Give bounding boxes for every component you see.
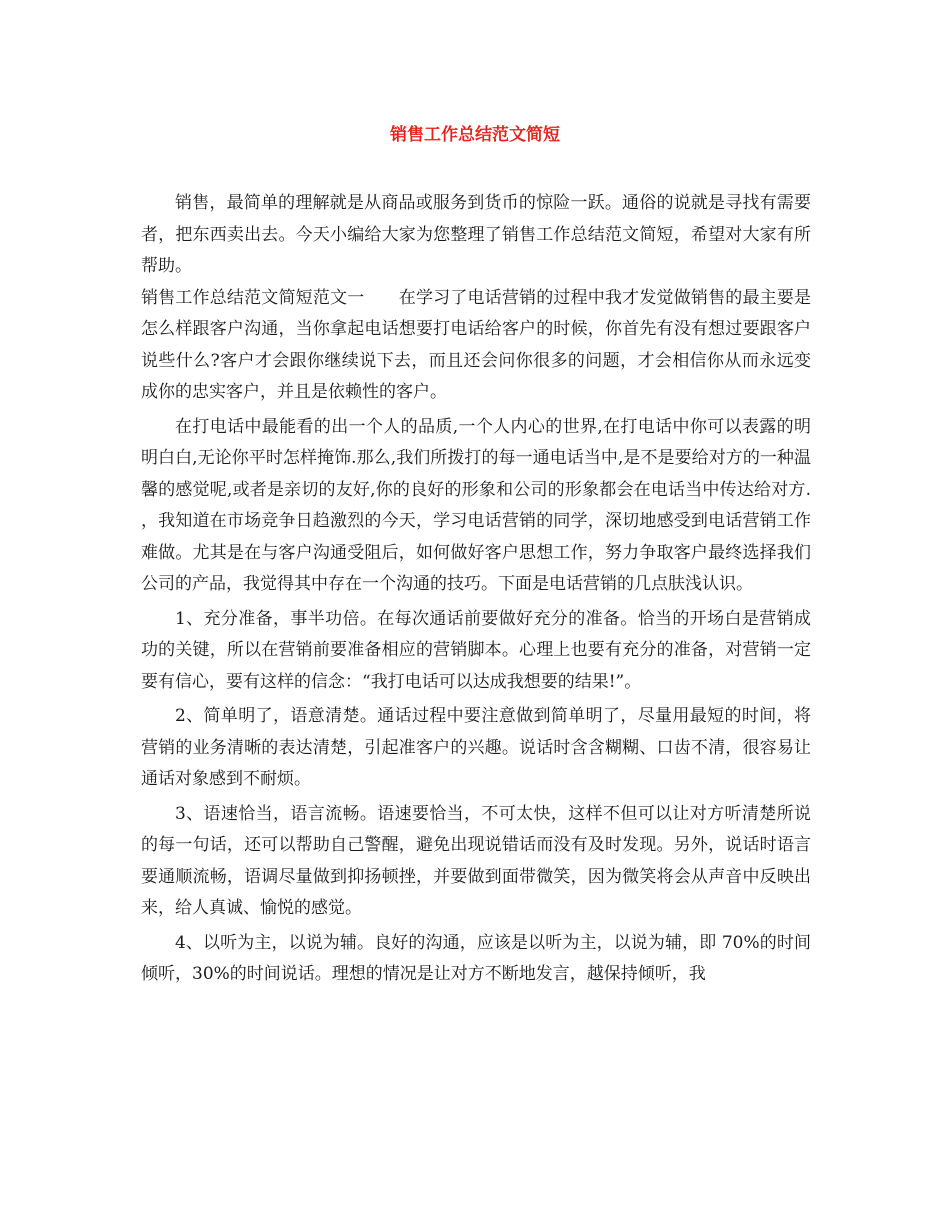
paragraph-point-3: 3、语速恰当，语言流畅。语速要恰当，不可太快，这样不但可以让对方听清楚所说的每一句话，还可以帮助自己警醒，避免出现说错话而没有及时发现。另外，说话时语言要通顺流畅，语调尽量做到抑扬顿挫，并要做到面带微笑，因为微笑将会从声音中反映出来，给人真诚、愉悦的感觉。	[141, 803, 811, 918]
paragraph-phone-quality: 在打电话中最能看的出一个人的品质,一个人内心的世界,在打电话中你可以表露的明明白白,无论你平时怎样掩饰.那么,我们所拨打的每一通电话当中,是不是要给对方的一种温馨的感觉呢,或者是亲切的友好,你的良好的形象和公司的形象都会在电话当中传达给对方. ，我知道在市场竞争日趋激烈的今天，学习电话营销的同学，深切地感受到电话营销工作难做。尤其是在与客户沟通受阻后，如何做好客户思想工作，努力争取客户最终选择我们公司的产品，我觉得其中存在一个沟通的技巧。下面是电话营销的几点肤浅认识。	[141, 416, 811, 594]
document-title: 销售工作总结范文简短	[390, 125, 560, 145]
paragraph-point-2: 2、简单明了，语意清楚。通话过程中要注意做到简单明了，尽量用最短的时间，将营销的业务清晰的表达清楚，引起准客户的兴趣。说话时含含糊糊、口齿不清，很容易让通话对象感到不耐烦。	[141, 706, 811, 789]
paragraph-point-1: 1、充分准备，事半功倍。在每次通话前要做好充分的准备。恰当的开场白是营销成功的关键，所以在营销前要准备相应的营销脚本。心理上也要有充分的准备，对营销一定要有信心，要有这样的信念：“我打电话可以达成我想要的结果!”。	[141, 608, 811, 692]
paragraph-sample-one: 销售工作总结范文简短范文一 在学习了电话营销的过程中我才发觉做销售的最主要是怎么样跟客户沟通，当你拿起电话想要打电话给客户的时候，你首先有没有想过要跟客户说些什么?客户才会跟你继续说下去，而且还会问你很多的问题，才会相信你从而永远变成你的忠实客户，并且是依赖性的客户。	[141, 287, 811, 402]
document-body	[141, 188, 811, 991]
paragraph-point-4: 4、以听为主，以说为辅。良好的沟通，应该是以听为主，以说为辅，即 70%的时间倾听，30%的时间说话。理想的情况是让对方不断地发言，越保持倾听，我	[141, 932, 811, 984]
paragraph-intro: 销售，最简单的理解就是从商品或服务到货币的惊险一跃。通俗的说就是寻找有需要者，把东西卖出去。今天小编给大家为您整理了销售工作总结范文简短，希望对大家有所帮助。	[141, 193, 811, 276]
